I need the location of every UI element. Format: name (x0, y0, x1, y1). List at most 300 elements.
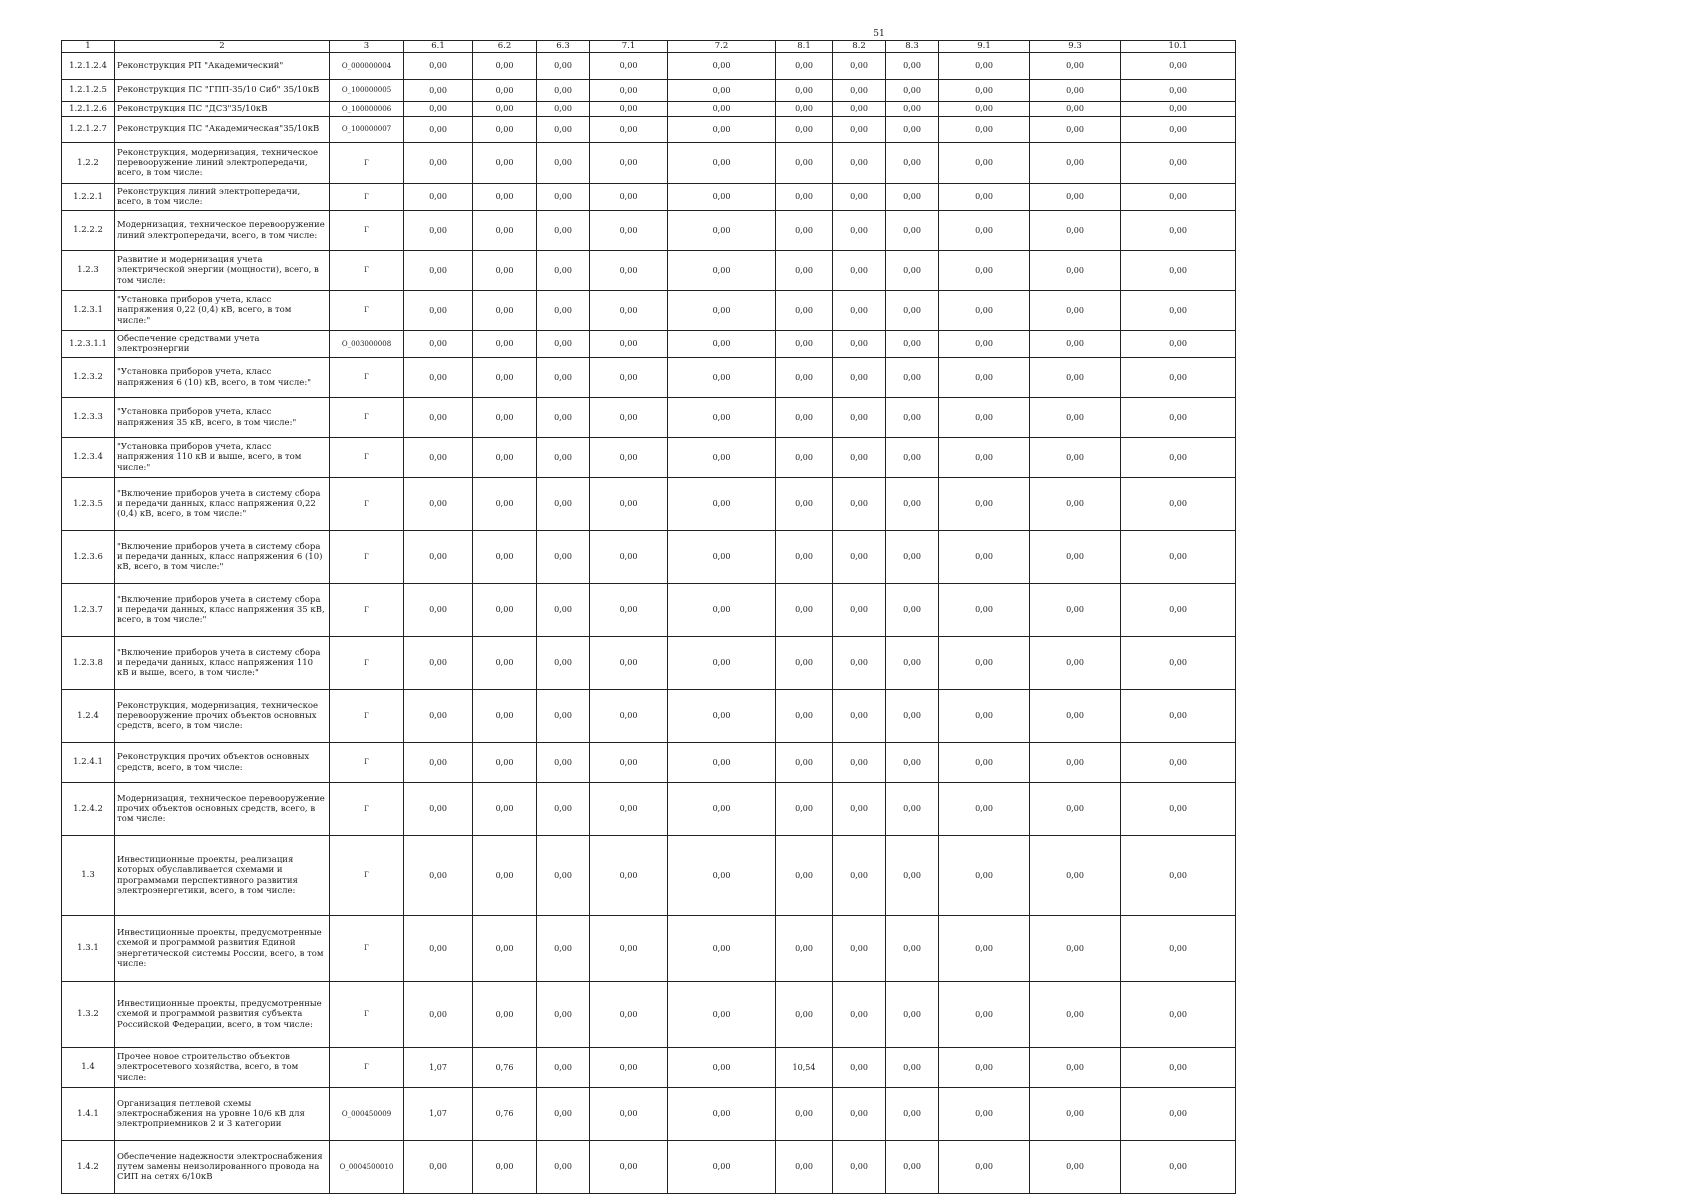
value-cell-col-10-1: 0,00 (1121, 143, 1236, 184)
value-cell-col-8-1: 0,00 (776, 438, 833, 478)
value-cell-col-8-2: 0,00 (833, 836, 886, 916)
value-cell-col-6-2: 0,00 (473, 143, 537, 184)
value-cell-col-8-2: 0,00 (833, 690, 886, 743)
row-code: О_100000005 (330, 80, 404, 102)
value-cell-col-9-1: 0,00 (939, 291, 1030, 331)
value-cell-col-6-2: 0,00 (473, 102, 537, 117)
row-description: Реконструкция ПС "ГПП-35/10 Сиб" 35/10кВ (115, 80, 330, 102)
value-cell-col-10-1: 0,00 (1121, 291, 1236, 331)
row-index: 1.2.3.3 (62, 398, 115, 438)
header-cell-col-8-1: 8.1 (776, 41, 833, 53)
value-cell-col-6-3: 0,00 (537, 690, 590, 743)
value-cell-col-7-1: 0,00 (590, 743, 668, 783)
row-code: Г (330, 358, 404, 398)
value-cell-col-8-3: 0,00 (886, 53, 939, 80)
table-row (62, 117, 1236, 143)
value-cell-col-9-1: 0,00 (939, 690, 1030, 743)
value-cell-col-8-3: 0,00 (886, 637, 939, 690)
value-cell-col-8-3: 0,00 (886, 143, 939, 184)
investment-table (61, 40, 1236, 1194)
value-cell-col-6-2: 0,00 (473, 531, 537, 584)
table-row (62, 478, 1236, 531)
value-cell-col-8-3: 0,00 (886, 783, 939, 836)
row-code: Г (330, 211, 404, 251)
value-cell-col-6-2: 0,00 (473, 211, 537, 251)
value-cell-col-6-2: 0,00 (473, 53, 537, 80)
value-cell-col-10-1: 0,00 (1121, 916, 1236, 982)
value-cell-col-7-1: 0,00 (590, 184, 668, 211)
value-cell-col-6-1: 0,00 (404, 478, 473, 531)
value-cell-col-8-1: 0,00 (776, 1088, 833, 1141)
table-row (62, 53, 1236, 80)
value-cell-col-6-2: 0,76 (473, 1048, 537, 1088)
value-cell-col-8-2: 0,00 (833, 637, 886, 690)
value-cell-col-9-3: 0,00 (1030, 80, 1121, 102)
value-cell-col-6-1: 0,00 (404, 531, 473, 584)
row-index: 1.2.3.4 (62, 438, 115, 478)
value-cell-col-7-1: 0,00 (590, 916, 668, 982)
value-cell-col-6-2: 0,00 (473, 291, 537, 331)
value-cell-col-7-1: 0,00 (590, 783, 668, 836)
row-index: 1.4 (62, 1048, 115, 1088)
value-cell-col-6-3: 0,00 (537, 211, 590, 251)
value-cell-col-10-1: 0,00 (1121, 438, 1236, 478)
value-cell-col-7-2: 0,00 (668, 53, 776, 80)
value-cell-col-9-1: 0,00 (939, 184, 1030, 211)
row-description: Реконструкция линий электропередачи, всего, в том числе: (115, 184, 330, 211)
row-code: Г (330, 184, 404, 211)
value-cell-col-9-3: 0,00 (1030, 53, 1121, 80)
value-cell-col-6-1: 0,00 (404, 398, 473, 438)
value-cell-col-6-1: 0,00 (404, 584, 473, 637)
value-cell-col-8-1: 0,00 (776, 531, 833, 584)
value-cell-col-6-2: 0,00 (473, 783, 537, 836)
value-cell-col-8-3: 0,00 (886, 211, 939, 251)
row-description: "Включение приборов учета в систему сбора и передачи данных, класс напряжения 6 (10) кВ, всего, в том числе:" (115, 531, 330, 584)
value-cell-col-8-3: 0,00 (886, 1141, 939, 1194)
table-row (62, 438, 1236, 478)
value-cell-col-7-1: 0,00 (590, 80, 668, 102)
value-cell-col-8-2: 0,00 (833, 251, 886, 291)
value-cell-col-8-2: 0,00 (833, 1141, 886, 1194)
value-cell-col-7-1: 0,00 (590, 531, 668, 584)
row-code: О_000000004 (330, 53, 404, 80)
row-code: Г (330, 478, 404, 531)
row-code: Г (330, 743, 404, 783)
value-cell-col-7-2: 0,00 (668, 438, 776, 478)
value-cell-col-6-3: 0,00 (537, 102, 590, 117)
row-code: Г (330, 1048, 404, 1088)
value-cell-col-7-2: 0,00 (668, 251, 776, 291)
value-cell-col-8-2: 0,00 (833, 1048, 886, 1088)
value-cell-col-9-3: 0,00 (1030, 916, 1121, 982)
value-cell-col-8-1: 0,00 (776, 80, 833, 102)
value-cell-col-8-2: 0,00 (833, 584, 886, 637)
value-cell-col-10-1: 0,00 (1121, 836, 1236, 916)
row-description: Реконструкция ПС "ДСЗ"35/10кВ (115, 102, 330, 117)
value-cell-col-8-1: 0,00 (776, 211, 833, 251)
table-row (62, 102, 1236, 117)
value-cell-col-9-1: 0,00 (939, 1141, 1030, 1194)
table-row (62, 331, 1236, 358)
value-cell-col-8-2: 0,00 (833, 53, 886, 80)
value-cell-col-9-1: 0,00 (939, 211, 1030, 251)
value-cell-col-6-2: 0,00 (473, 982, 537, 1048)
value-cell-col-6-1: 0,00 (404, 916, 473, 982)
row-description: "Включение приборов учета в систему сбора и передачи данных, класс напряжения 110 кВ и выше, всего, в том числе:" (115, 637, 330, 690)
value-cell-col-8-1: 0,00 (776, 637, 833, 690)
value-cell-col-8-2: 0,00 (833, 291, 886, 331)
value-cell-col-6-3: 0,00 (537, 117, 590, 143)
header-cell-col-9-3: 9.3 (1030, 41, 1121, 53)
value-cell-col-6-2: 0,00 (473, 1141, 537, 1194)
value-cell-col-8-3: 0,00 (886, 331, 939, 358)
value-cell-col-9-3: 0,00 (1030, 102, 1121, 117)
header-cell-col-1: 1 (62, 41, 115, 53)
value-cell-col-6-1: 0,00 (404, 438, 473, 478)
row-description: "Установка приборов учета, класс напряжения 0,22 (0,4) кВ, всего, в том числе:" (115, 291, 330, 331)
value-cell-col-6-2: 0,00 (473, 80, 537, 102)
value-cell-col-7-2: 0,00 (668, 1088, 776, 1141)
table-row (62, 783, 1236, 836)
value-cell-col-6-1: 1,07 (404, 1088, 473, 1141)
value-cell-col-6-2: 0,00 (473, 743, 537, 783)
value-cell-col-6-2: 0,00 (473, 438, 537, 478)
value-cell-col-6-3: 0,00 (537, 143, 590, 184)
value-cell-col-8-1: 0,00 (776, 53, 833, 80)
value-cell-col-10-1: 0,00 (1121, 584, 1236, 637)
value-cell-col-7-2: 0,00 (668, 478, 776, 531)
value-cell-col-8-1: 0,00 (776, 1141, 833, 1194)
value-cell-col-7-2: 0,00 (668, 637, 776, 690)
value-cell-col-8-3: 0,00 (886, 102, 939, 117)
value-cell-col-7-2: 0,00 (668, 398, 776, 438)
value-cell-col-8-1: 0,00 (776, 398, 833, 438)
value-cell-col-6-3: 0,00 (537, 982, 590, 1048)
value-cell-col-8-1: 0,00 (776, 143, 833, 184)
value-cell-col-9-3: 0,00 (1030, 1048, 1121, 1088)
value-cell-col-8-3: 0,00 (886, 531, 939, 584)
value-cell-col-8-2: 0,00 (833, 358, 886, 398)
value-cell-col-9-1: 0,00 (939, 584, 1030, 637)
row-code: Г (330, 783, 404, 836)
header-cell-col-7-1: 7.1 (590, 41, 668, 53)
value-cell-col-6-2: 0,00 (473, 184, 537, 211)
value-cell-col-9-1: 0,00 (939, 1048, 1030, 1088)
value-cell-col-7-2: 0,00 (668, 331, 776, 358)
value-cell-col-10-1: 0,00 (1121, 743, 1236, 783)
value-cell-col-6-1: 1,07 (404, 1048, 473, 1088)
value-cell-col-8-2: 0,00 (833, 117, 886, 143)
value-cell-col-8-1: 0,00 (776, 102, 833, 117)
table-row (62, 184, 1236, 211)
value-cell-col-6-1: 0,00 (404, 211, 473, 251)
value-cell-col-7-1: 0,00 (590, 982, 668, 1048)
value-cell-col-8-1: 0,00 (776, 331, 833, 358)
table-row (62, 291, 1236, 331)
value-cell-col-9-1: 0,00 (939, 102, 1030, 117)
header-cell-col-6-2: 6.2 (473, 41, 537, 53)
row-description: "Установка приборов учета, класс напряжения 6 (10) кВ, всего, в том числе:" (115, 358, 330, 398)
row-index: 1.2.2.2 (62, 211, 115, 251)
value-cell-col-7-1: 0,00 (590, 1141, 668, 1194)
row-description: "Включение приборов учета в систему сбора и передачи данных, класс напряжения 35 кВ, всего, в том числе:" (115, 584, 330, 637)
table-row (62, 1048, 1236, 1088)
row-code: Г (330, 836, 404, 916)
value-cell-col-10-1: 0,00 (1121, 102, 1236, 117)
value-cell-col-7-1: 0,00 (590, 398, 668, 438)
table-row (62, 690, 1236, 743)
row-index: 1.2.4 (62, 690, 115, 743)
value-cell-col-6-1: 0,00 (404, 117, 473, 143)
row-code: Г (330, 398, 404, 438)
row-description: Реконструкция ПС "Академическая"35/10кВ (115, 117, 330, 143)
value-cell-col-6-3: 0,00 (537, 53, 590, 80)
row-index: 1.2.3.1 (62, 291, 115, 331)
header-cell-col-8-3: 8.3 (886, 41, 939, 53)
row-index: 1.2.3.8 (62, 637, 115, 690)
value-cell-col-10-1: 0,00 (1121, 637, 1236, 690)
value-cell-col-8-1: 0,00 (776, 358, 833, 398)
value-cell-col-9-3: 0,00 (1030, 531, 1121, 584)
row-description: Развитие и модернизация учета электрической энергии (мощности), всего, в том числе: (115, 251, 330, 291)
value-cell-col-8-3: 0,00 (886, 690, 939, 743)
value-cell-col-7-1: 0,00 (590, 53, 668, 80)
value-cell-col-9-3: 0,00 (1030, 211, 1121, 251)
value-cell-col-9-3: 0,00 (1030, 637, 1121, 690)
table-row (62, 1088, 1236, 1141)
value-cell-col-8-3: 0,00 (886, 1088, 939, 1141)
value-cell-col-8-1: 0,00 (776, 117, 833, 143)
row-code: О_000450009 (330, 1088, 404, 1141)
value-cell-col-7-1: 0,00 (590, 211, 668, 251)
value-cell-col-8-2: 0,00 (833, 143, 886, 184)
value-cell-col-6-2: 0,00 (473, 331, 537, 358)
value-cell-col-8-3: 0,00 (886, 398, 939, 438)
row-index: 1.2.4.2 (62, 783, 115, 836)
value-cell-col-6-2: 0,00 (473, 584, 537, 637)
value-cell-col-9-3: 0,00 (1030, 184, 1121, 211)
row-description: Обеспечение надежности электроснабжения путем замены неизолированного провода на СИП на сетях 6/10кВ (115, 1141, 330, 1194)
row-index: 1.3.2 (62, 982, 115, 1048)
value-cell-col-9-3: 0,00 (1030, 690, 1121, 743)
row-code: Г (330, 531, 404, 584)
row-code: Г (330, 690, 404, 743)
value-cell-col-9-3: 0,00 (1030, 836, 1121, 916)
header-cell-col-6-3: 6.3 (537, 41, 590, 53)
value-cell-col-7-1: 0,00 (590, 1048, 668, 1088)
value-cell-col-9-1: 0,00 (939, 982, 1030, 1048)
value-cell-col-9-1: 0,00 (939, 783, 1030, 836)
value-cell-col-9-3: 0,00 (1030, 584, 1121, 637)
value-cell-col-8-2: 0,00 (833, 783, 886, 836)
value-cell-col-6-3: 0,00 (537, 1088, 590, 1141)
value-cell-col-6-3: 0,00 (537, 637, 590, 690)
value-cell-col-7-2: 0,00 (668, 690, 776, 743)
value-cell-col-9-1: 0,00 (939, 916, 1030, 982)
value-cell-col-8-3: 0,00 (886, 916, 939, 982)
value-cell-col-8-1: 0,00 (776, 291, 833, 331)
row-index: 1.2.3.7 (62, 584, 115, 637)
row-description: Инвестиционные проекты, предусмотренные схемой и программой развития субъекта Российской Федерации, всего, в том числе: (115, 982, 330, 1048)
value-cell-col-10-1: 0,00 (1121, 690, 1236, 743)
value-cell-col-6-3: 0,00 (537, 836, 590, 916)
value-cell-col-7-2: 0,00 (668, 211, 776, 251)
row-index: 1.2.3.5 (62, 478, 115, 531)
value-cell-col-6-3: 0,00 (537, 358, 590, 398)
value-cell-col-6-3: 0,00 (537, 291, 590, 331)
row-index: 1.2.1.2.5 (62, 80, 115, 102)
value-cell-col-7-1: 0,00 (590, 102, 668, 117)
value-cell-col-6-3: 0,00 (537, 331, 590, 358)
table-row (62, 251, 1236, 291)
value-cell-col-8-3: 0,00 (886, 982, 939, 1048)
value-cell-col-8-3: 0,00 (886, 291, 939, 331)
row-index: 1.2.1.2.6 (62, 102, 115, 117)
value-cell-col-10-1: 0,00 (1121, 531, 1236, 584)
value-cell-col-9-3: 0,00 (1030, 1088, 1121, 1141)
value-cell-col-10-1: 0,00 (1121, 211, 1236, 251)
header-cell-col-2: 2 (115, 41, 330, 53)
value-cell-col-7-1: 0,00 (590, 291, 668, 331)
row-code: О_0004500010 (330, 1141, 404, 1194)
value-cell-col-9-1: 0,00 (939, 438, 1030, 478)
value-cell-col-7-2: 0,00 (668, 836, 776, 916)
value-cell-col-8-3: 0,00 (886, 251, 939, 291)
value-cell-col-9-1: 0,00 (939, 53, 1030, 80)
value-cell-col-8-3: 0,00 (886, 184, 939, 211)
value-cell-col-6-2: 0,00 (473, 398, 537, 438)
row-index: 1.2.3.6 (62, 531, 115, 584)
value-cell-col-7-2: 0,00 (668, 1141, 776, 1194)
value-cell-col-6-1: 0,00 (404, 331, 473, 358)
row-code: О_100000007 (330, 117, 404, 143)
value-cell-col-10-1: 0,00 (1121, 398, 1236, 438)
value-cell-col-6-1: 0,00 (404, 358, 473, 398)
value-cell-col-10-1: 0,00 (1121, 1048, 1236, 1088)
value-cell-col-8-2: 0,00 (833, 916, 886, 982)
row-description: "Установка приборов учета, класс напряжения 35 кВ, всего, в том числе:" (115, 398, 330, 438)
value-cell-col-6-1: 0,00 (404, 143, 473, 184)
row-description: Модернизация, техническое перевооружение прочих объектов основных средств, всего, в том числе: (115, 783, 330, 836)
value-cell-col-8-1: 0,00 (776, 783, 833, 836)
value-cell-col-10-1: 0,00 (1121, 53, 1236, 80)
value-cell-col-8-2: 0,00 (833, 438, 886, 478)
value-cell-col-8-1: 0,00 (776, 836, 833, 916)
value-cell-col-9-3: 0,00 (1030, 743, 1121, 783)
value-cell-col-8-2: 0,00 (833, 102, 886, 117)
value-cell-col-8-3: 0,00 (886, 358, 939, 398)
table-row (62, 836, 1236, 916)
value-cell-col-6-3: 0,00 (537, 478, 590, 531)
value-cell-col-8-3: 0,00 (886, 584, 939, 637)
value-cell-col-8-2: 0,00 (833, 184, 886, 211)
value-cell-col-10-1: 0,00 (1121, 117, 1236, 143)
value-cell-col-6-1: 0,00 (404, 743, 473, 783)
value-cell-col-9-3: 0,00 (1030, 358, 1121, 398)
value-cell-col-9-3: 0,00 (1030, 398, 1121, 438)
value-cell-col-9-3: 0,00 (1030, 251, 1121, 291)
value-cell-col-7-1: 0,00 (590, 331, 668, 358)
value-cell-col-8-1: 0,00 (776, 743, 833, 783)
value-cell-col-7-2: 0,00 (668, 80, 776, 102)
value-cell-col-6-3: 0,00 (537, 584, 590, 637)
row-code: Г (330, 916, 404, 982)
value-cell-col-6-1: 0,00 (404, 836, 473, 916)
value-cell-col-7-2: 0,00 (668, 1048, 776, 1088)
value-cell-col-6-2: 0,00 (473, 916, 537, 982)
page-number: 51 (873, 29, 885, 39)
value-cell-col-8-1: 0,00 (776, 982, 833, 1048)
row-index: 1.2.2.1 (62, 184, 115, 211)
value-cell-col-9-1: 0,00 (939, 358, 1030, 398)
row-description: Реконструкция, модернизация, техническое перевооружение прочих объектов основных средств, всего, в том числе: (115, 690, 330, 743)
value-cell-col-7-1: 0,00 (590, 584, 668, 637)
value-cell-col-6-3: 0,00 (537, 398, 590, 438)
value-cell-col-10-1: 0,00 (1121, 1088, 1236, 1141)
value-cell-col-9-3: 0,00 (1030, 438, 1121, 478)
value-cell-col-6-1: 0,00 (404, 783, 473, 836)
value-cell-col-6-2: 0,00 (473, 690, 537, 743)
value-cell-col-9-3: 0,00 (1030, 331, 1121, 358)
value-cell-col-6-3: 0,00 (537, 916, 590, 982)
row-description: Организация петлевой схемы электроснабжения на уровне 10/6 кВ для электроприемников 2 и 3 категории (115, 1088, 330, 1141)
value-cell-col-7-2: 0,00 (668, 916, 776, 982)
value-cell-col-10-1: 0,00 (1121, 783, 1236, 836)
value-cell-col-8-2: 0,00 (833, 398, 886, 438)
value-cell-col-8-2: 0,00 (833, 743, 886, 783)
value-cell-col-7-1: 0,00 (590, 117, 668, 143)
value-cell-col-10-1: 0,00 (1121, 478, 1236, 531)
value-cell-col-8-2: 0,00 (833, 80, 886, 102)
value-cell-col-7-1: 0,00 (590, 438, 668, 478)
value-cell-col-6-3: 0,00 (537, 251, 590, 291)
table-row (62, 80, 1236, 102)
value-cell-col-9-1: 0,00 (939, 80, 1030, 102)
value-cell-col-9-1: 0,00 (939, 836, 1030, 916)
value-cell-col-9-1: 0,00 (939, 1088, 1030, 1141)
row-index: 1.3 (62, 836, 115, 916)
value-cell-col-6-3: 0,00 (537, 80, 590, 102)
row-code: Г (330, 584, 404, 637)
row-description: "Включение приборов учета в систему сбора и передачи данных, класс напряжения 0,22 (0,4) кВ, всего, в том числе:" (115, 478, 330, 531)
value-cell-col-7-2: 0,00 (668, 143, 776, 184)
value-cell-col-6-1: 0,00 (404, 80, 473, 102)
value-cell-col-7-1: 0,00 (590, 143, 668, 184)
value-cell-col-9-3: 0,00 (1030, 143, 1121, 184)
row-index: 1.2.4.1 (62, 743, 115, 783)
value-cell-col-9-1: 0,00 (939, 743, 1030, 783)
value-cell-col-8-1: 0,00 (776, 251, 833, 291)
value-cell-col-8-3: 0,00 (886, 438, 939, 478)
row-index: 1.2.1.2.4 (62, 53, 115, 80)
value-cell-col-7-2: 0,00 (668, 584, 776, 637)
value-cell-col-7-2: 0,00 (668, 358, 776, 398)
value-cell-col-6-3: 0,00 (537, 438, 590, 478)
value-cell-col-9-3: 0,00 (1030, 783, 1121, 836)
row-code: Г (330, 982, 404, 1048)
value-cell-col-9-3: 0,00 (1030, 117, 1121, 143)
row-index: 1.4.1 (62, 1088, 115, 1141)
value-cell-col-6-3: 0,00 (537, 743, 590, 783)
value-cell-col-6-2: 0,00 (473, 251, 537, 291)
row-description: Реконструкция РП "Академический" (115, 53, 330, 80)
row-description: Обеспечение средствами учета электроэнергии (115, 331, 330, 358)
value-cell-col-8-3: 0,00 (886, 1048, 939, 1088)
table-row (62, 531, 1236, 584)
value-cell-col-6-1: 0,00 (404, 251, 473, 291)
value-cell-col-7-2: 0,00 (668, 102, 776, 117)
